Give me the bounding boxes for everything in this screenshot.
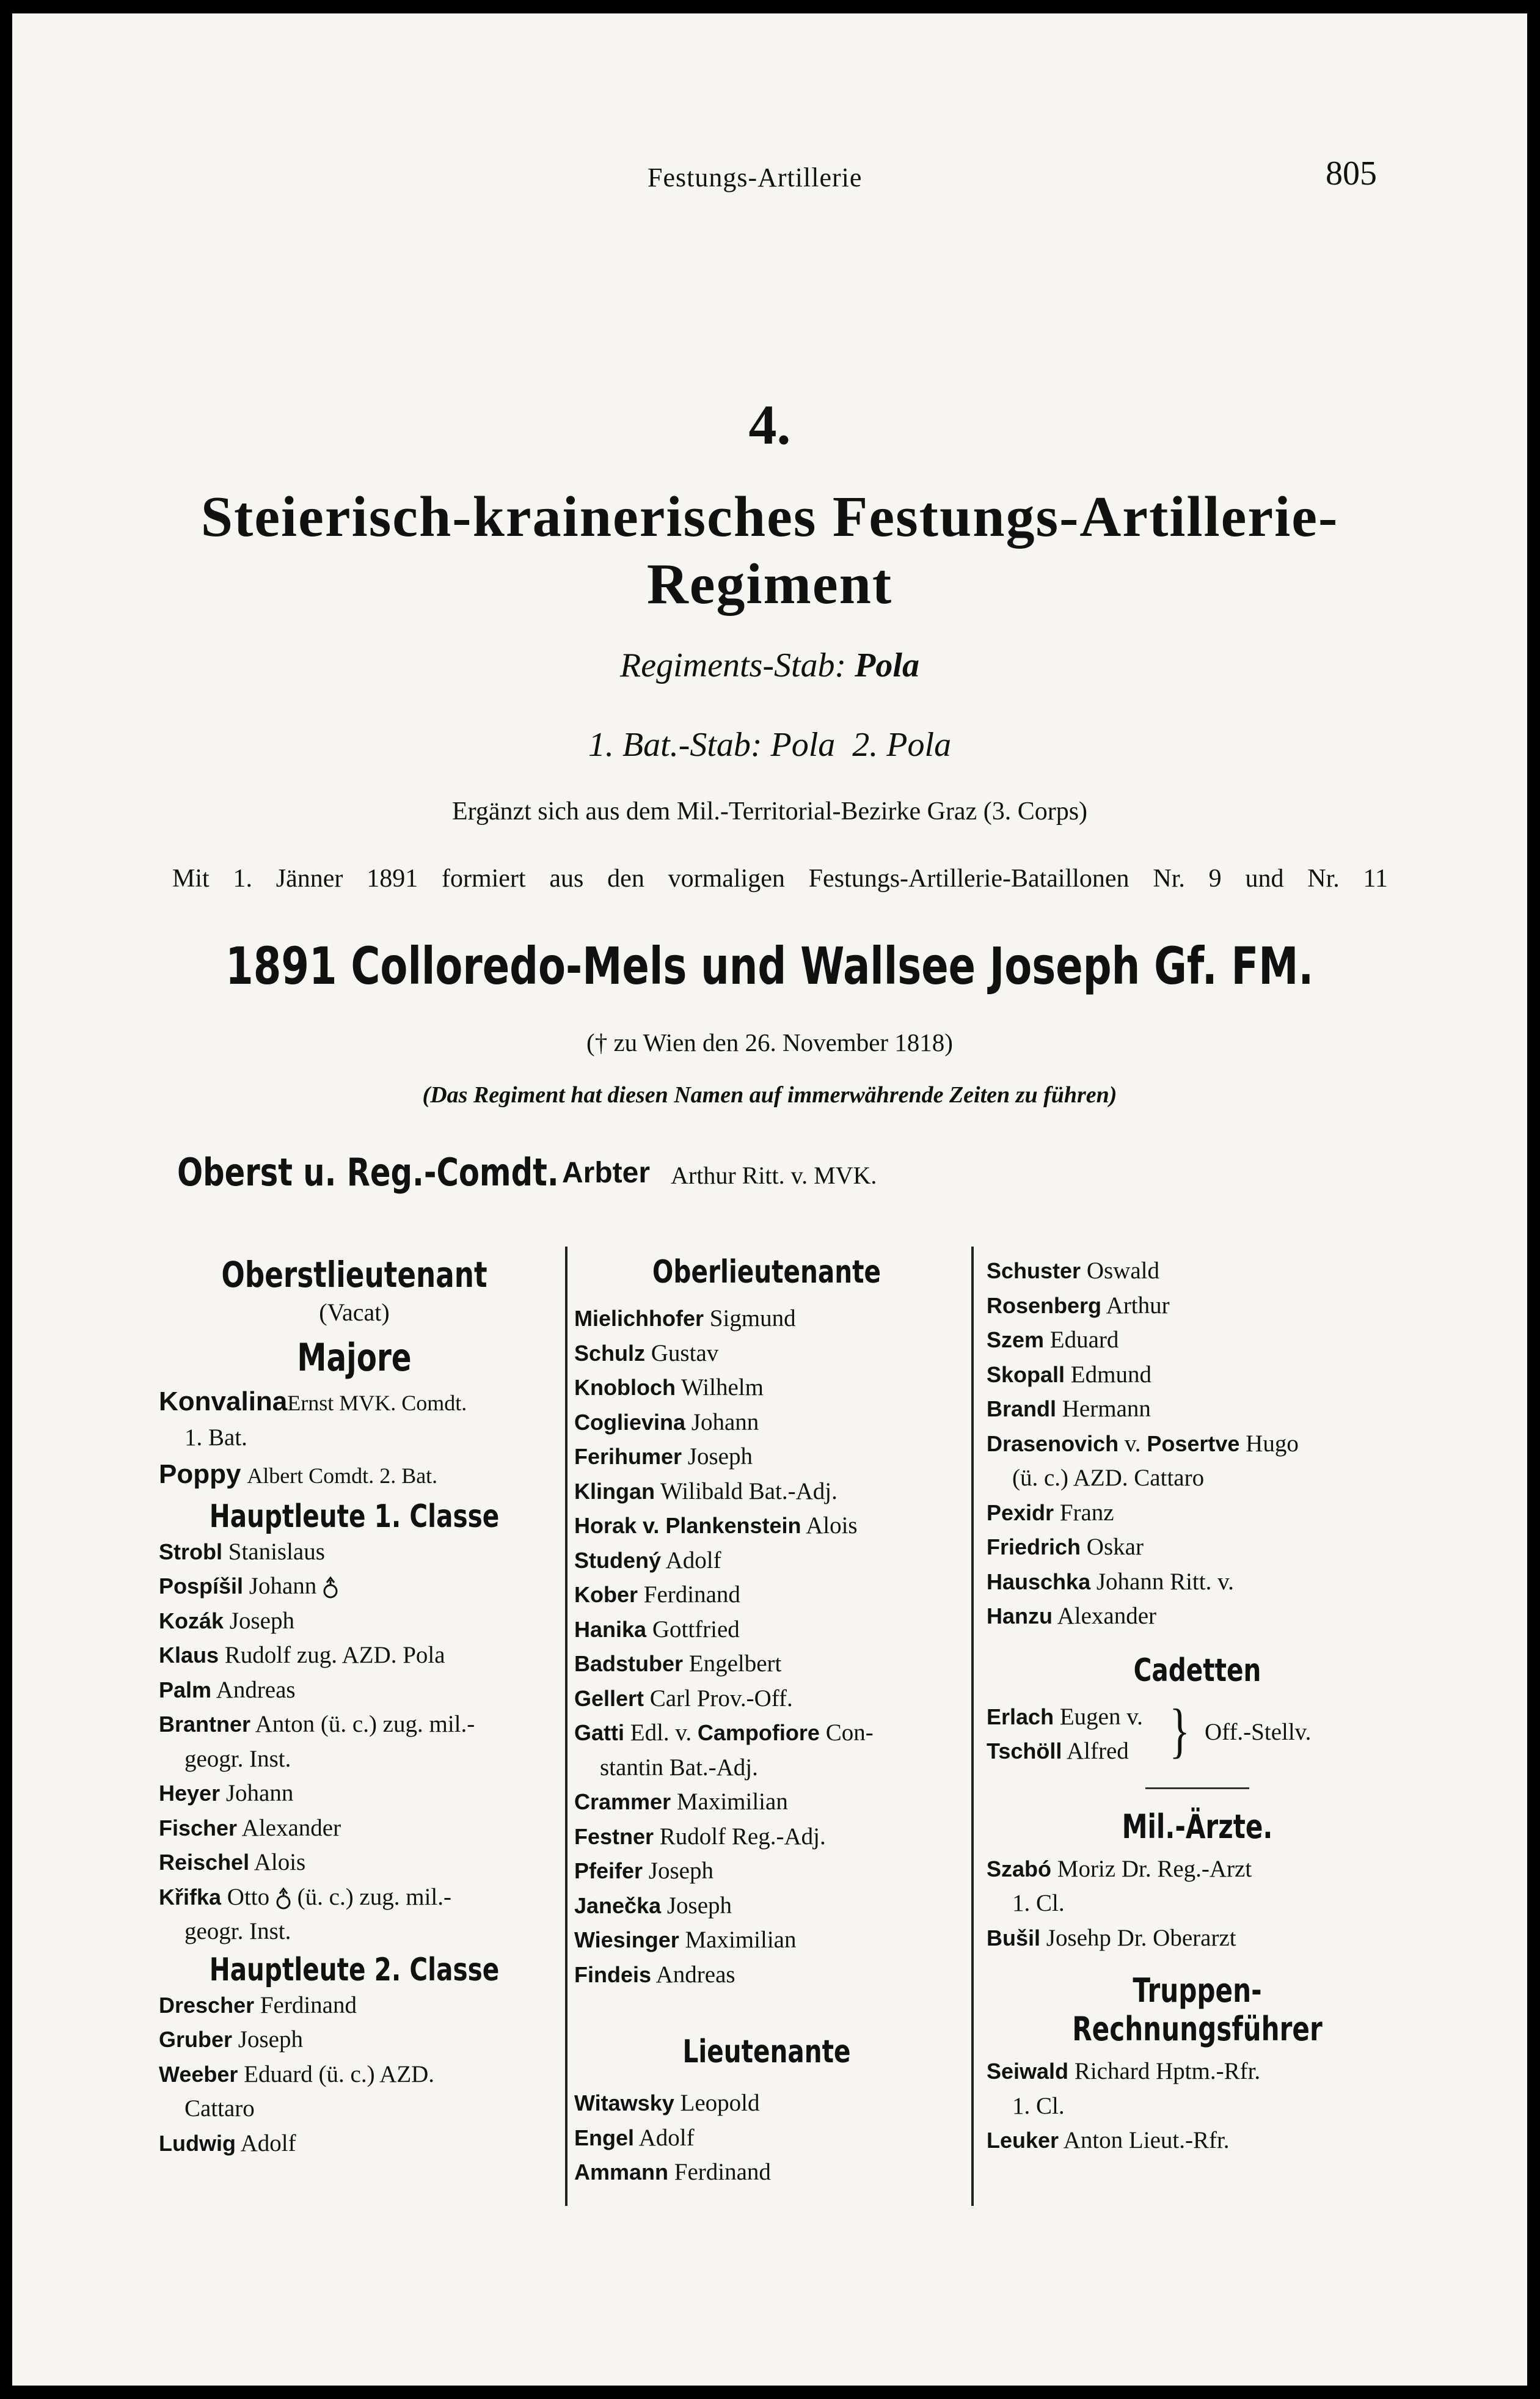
list-item: Friedrich Oskar <box>987 1534 1144 1560</box>
list-item: Seiwald Richard Hptm.-Rfr. <box>987 2058 1261 2084</box>
hauptleute1-heading: Hauptleute 1. Classe <box>209 1498 500 1535</box>
colonel-title: Oberst u. Reg.-Comdt. <box>177 1150 559 1195</box>
list-item: Křifka Otto (ü. c.) zug. mil.- <box>159 1880 550 1915</box>
list-item: Coglievina Johann <box>574 1408 759 1435</box>
colonel-row <box>177 1150 1460 1195</box>
page-number: 805 <box>1326 155 1377 192</box>
list-item: Kober Ferdinand <box>574 1581 740 1608</box>
list-item: Ferihumer Joseph <box>574 1443 753 1470</box>
list-item: Szem Eduard <box>987 1327 1119 1353</box>
column-left <box>159 1254 550 2161</box>
regiment-title-line2: Regiment <box>646 552 893 616</box>
patron-death-note: († zu Wien den 26. November 1818) <box>586 1028 953 1057</box>
formation-note: Mit 1. Jänner 1891 formiert aus den vormaligen Festungs-Artillerie-Bataillonen Nr. 9 und Nr. 11 <box>172 865 1388 893</box>
column-rule-left <box>565 1247 567 2206</box>
cadetten-note: Off.-Stellv. <box>1205 1718 1312 1745</box>
list-item: Rosenberg Arthur <box>987 1292 1170 1319</box>
list-item: Palm Andreas <box>159 1676 296 1703</box>
list-item: Witawsky Leopold <box>574 2090 760 2116</box>
oberlieutenante-heading: Oberlieutenante <box>652 1254 881 1291</box>
list-item: Tschöll Alfred <box>987 1738 1129 1764</box>
staff-label: Regiments-Stab: <box>620 646 847 684</box>
column-rule-right <box>971 1247 974 2206</box>
list-item-continuation: (ü. c.) AZD. Cattaro <box>1012 1465 1205 1491</box>
list-item: Strobl Stanislaus <box>159 1538 325 1565</box>
list-item: Reischel Alois <box>159 1849 306 1875</box>
list-item: Gellert Carl Prov.-Off. <box>574 1685 793 1712</box>
recruitment-district: Ergänzt sich aus dem Mil.-Territorial-Bezirke Graz (3. Corps) <box>451 797 1088 826</box>
list-item: Fischer Alexander <box>159 1814 341 1841</box>
list-item-continuation: geogr. Inst. <box>184 1918 291 1944</box>
list-item: Szabó Moriz Dr. Reg.-Arzt <box>987 1855 1252 1882</box>
decoration-ring-icon <box>323 1575 338 1601</box>
list-item: Drescher Ferdinand <box>159 1991 357 2018</box>
list-item: Festner Rudolf Reg.-Adj. <box>574 1823 826 1850</box>
aerzte-heading: Mil.-Ärzte. <box>1122 1807 1273 1846</box>
section-number: 4. <box>748 394 791 456</box>
list-item-continuation: geogr. Inst. <box>184 1745 291 1772</box>
list-item: Engel Adolf <box>574 2124 695 2151</box>
vacat-note: (Vacat) <box>319 1298 390 1326</box>
list-item: Ludwig Adolf <box>159 2130 296 2156</box>
staff-place: Pola <box>855 646 919 684</box>
list-item: Klaus Rudolf zug. AZD. Pola <box>159 1642 445 1668</box>
list-item: Bušil Josehp Dr. Oberarzt <box>987 1924 1236 1951</box>
list-item: Hanzu Alexander <box>987 1603 1157 1629</box>
regiment-motto: (Das Regiment hat diesen Namen auf immerwährende Zeiten zu führen) <box>422 1082 1117 1108</box>
list-item: Leuker Anton Lieut.-Rfr. <box>987 2127 1230 2153</box>
list-item-continuation: 1. Bat. <box>184 1424 247 1451</box>
list-item-continuation: Cattaro <box>184 2095 255 2122</box>
list-item: Skopall Edmund <box>987 1361 1151 1388</box>
running-head: Festungs-Artillerie <box>648 163 863 192</box>
list-item: Horak v. Plankenstein Alois <box>574 1512 858 1539</box>
cadetten-heading: Cadetten <box>1133 1652 1261 1689</box>
list-item: Findeis Andreas <box>574 1961 735 1988</box>
list-item: Mielichhofer Sigmund <box>574 1305 796 1331</box>
list-item-continuation: 1. Cl. <box>1012 2092 1065 2119</box>
list-item: Hanika Gottfried <box>574 1616 740 1643</box>
list-item-continuation: 1. Cl. <box>1012 1890 1065 1916</box>
list-item: Wiesinger Maximilian <box>574 1927 797 1953</box>
regiment-staff-line <box>12 646 1527 685</box>
oberstlieutenant-heading: Oberstlieutenant <box>221 1254 487 1295</box>
list-item: Heyer Johann <box>159 1780 294 1806</box>
list-item: Erlach Eugen v. <box>987 1703 1143 1730</box>
list-item: Poppy Albert Comdt. 2. Bat. <box>159 1459 438 1489</box>
list-item: Kozák Joseph <box>159 1607 294 1634</box>
hauptleute2-heading: Hauptleute 2. Classe <box>209 1951 500 1988</box>
list-item: Drasenovich v. Posertve Hugo <box>987 1430 1299 1457</box>
document-page <box>12 13 1527 2386</box>
section-divider <box>1145 1787 1249 1789</box>
list-item: Hauschka Johann Ritt. v. <box>987 1568 1234 1595</box>
list-item: Crammer Maximilian <box>574 1789 788 1815</box>
list-item: Pfeifer Joseph <box>574 1858 713 1884</box>
patron-name: 1891 Colloredo-Mels und Wallsee Joseph Gf. FM. <box>225 936 1314 996</box>
list-item: Badstuber Engelbert <box>574 1650 782 1677</box>
list-item: Knobloch Wilhelm <box>574 1374 764 1401</box>
list-item: KonvalinaErnst MVK. Comdt. <box>159 1386 467 1416</box>
list-item: Gruber Joseph <box>159 2026 303 2053</box>
lieutenante-heading: Lieutenante <box>682 2034 851 2070</box>
list-item: Brantner Anton (ü. c.) zug. mil.- <box>159 1711 475 1737</box>
list-item: Janečka Joseph <box>574 1892 732 1919</box>
list-item: Studený Adolf <box>574 1547 721 1573</box>
list-item: Pexidr Franz <box>987 1499 1114 1526</box>
regiment-title-line1: Steierisch-krainerisches Festungs-Artillerie- <box>200 485 1339 549</box>
regiment-patron <box>12 936 1527 997</box>
brace-icon: } <box>1169 1696 1190 1764</box>
list-item: Schulz Gustav <box>574 1339 719 1366</box>
rechnungsfuehrer-heading: Truppen-Rechnungsführer <box>1072 1971 1323 2048</box>
majore-heading: Majore <box>297 1335 412 1380</box>
list-item: Ammann Ferdinand <box>574 2159 771 2185</box>
colonel-name: Arbter <box>562 1157 651 1189</box>
list-item-continuation: stantin Bat.-Adj. <box>600 1754 758 1781</box>
list-item: Weeber Eduard (ü. c.) AZD. <box>159 2060 435 2087</box>
list-item: Schuster Oswald <box>987 1258 1159 1284</box>
list-item: Pospíšil Johann <box>159 1569 550 1604</box>
list-item: Brandl Hermann <box>987 1396 1151 1422</box>
colonel-info: Arthur Ritt. v. MVK. <box>671 1162 877 1189</box>
column-middle <box>574 1254 959 2190</box>
decoration-ring-icon <box>276 1886 291 1912</box>
column-right <box>987 1254 1408 2158</box>
list-item: Gatti Edl. v. Campofiore Con- <box>574 1720 874 1746</box>
list-item: Klingan Wilibald Bat.-Adj. <box>574 1478 838 1504</box>
battalion-staff-line: 1. Bat.-Stab: Pola 2. Pola <box>588 726 952 764</box>
cadetten-group <box>987 1696 1408 1769</box>
